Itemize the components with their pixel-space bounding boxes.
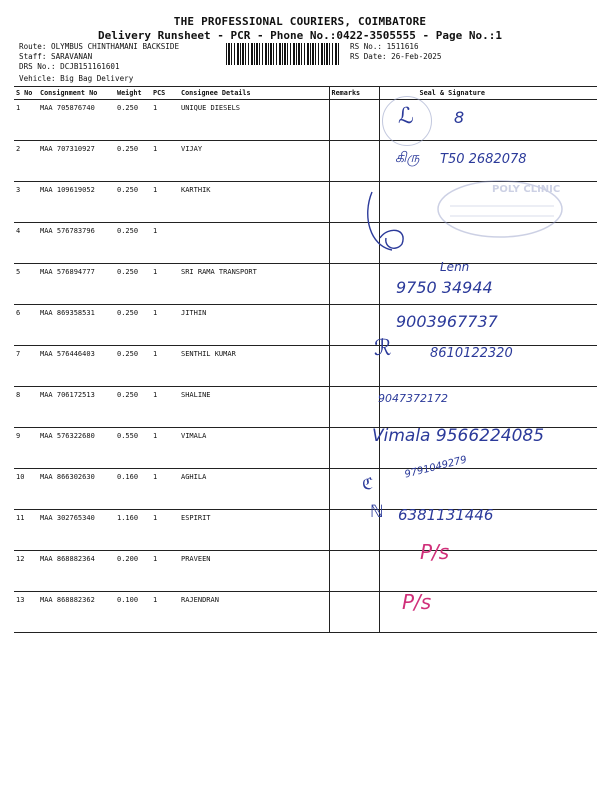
cell-consignment-no: MAA 576446403 (38, 346, 115, 387)
cell-weight: 0.250 (115, 223, 151, 264)
signature-2-mark: கிரு (395, 150, 420, 166)
col-pcs: PCS (151, 87, 179, 100)
cell-pcs: 1 (151, 182, 179, 223)
cell-remarks (329, 141, 379, 182)
cell-pcs: 1 (151, 264, 179, 305)
cell-pcs: 1 (151, 100, 179, 141)
cell-sno: 8 (14, 387, 38, 428)
cell-weight: 0.250 (115, 305, 151, 346)
cell-consignee: VIMALA (179, 428, 329, 469)
cell-consignment-no: MAA 576894777 (38, 264, 115, 305)
cell-consignment-no: MAA 868882364 (38, 551, 115, 592)
col-consignment: Consignment No (38, 87, 115, 100)
cell-consignee: SENTHIL KUMAR (179, 346, 329, 387)
barcode (226, 43, 340, 65)
cell-weight: 0.550 (115, 428, 151, 469)
cell-consignee: SRI RAMA TRANSPORT (179, 264, 329, 305)
signature-11-mark: ℕ (370, 502, 384, 522)
cell-pcs: 1 (151, 551, 179, 592)
cell-consignee: JITHIN (179, 305, 329, 346)
cell-remarks (329, 100, 379, 141)
cell-pcs: 1 (151, 223, 179, 264)
signature-9-number: Vimala 9566224085 (372, 426, 545, 446)
cell-consignee: KARTHIK (179, 182, 329, 223)
cell-sno: 5 (14, 264, 38, 305)
cell-pcs: 1 (151, 346, 179, 387)
table-row (14, 100, 597, 141)
col-remarks: Remarks (329, 87, 379, 100)
staff-line: Staff: SARAVANAN (19, 52, 93, 61)
col-sno: S No (14, 87, 38, 100)
vehicle-line: Vehicle: Big Bag Delivery (19, 74, 134, 83)
table-row (14, 592, 597, 633)
table-row (14, 264, 597, 305)
cell-pcs: 1 (151, 510, 179, 551)
cell-weight: 0.250 (115, 182, 151, 223)
cell-sno: 2 (14, 141, 38, 182)
cell-consignment-no: MAA 705876740 (38, 100, 115, 141)
route-info (19, 42, 179, 72)
clinic-stamp-text: POLY CLINIC (492, 184, 561, 195)
cell-weight: 0.100 (115, 592, 151, 633)
cell-weight: 1.160 (115, 510, 151, 551)
cell-remarks (329, 346, 379, 387)
rs-date: RS Date: 26-Feb-2025 (350, 52, 442, 61)
cell-sno: 7 (14, 346, 38, 387)
table-row (14, 510, 597, 551)
cell-pcs: 1 (151, 428, 179, 469)
signature-7-number: 8610122320 (430, 346, 513, 361)
rs-info (350, 42, 441, 62)
document-title: THE PROFESSIONAL COURIERS, COIMBATORE (173, 15, 427, 28)
cell-consignee: RAJENDRAN (179, 592, 329, 633)
cell-pcs: 1 (151, 305, 179, 346)
cell-weight: 0.250 (115, 387, 151, 428)
cell-consignment-no: MAA 302765340 (38, 510, 115, 551)
signature-8-number: 9047372172 (378, 392, 448, 405)
signature-12-mark: P/s (420, 540, 450, 564)
cell-weight: 0.250 (115, 100, 151, 141)
cell-pcs: 1 (151, 141, 179, 182)
cell-consignee (179, 223, 329, 264)
table-row (14, 551, 597, 592)
cell-weight: 0.250 (115, 141, 151, 182)
signature-1-extra: 8 (454, 108, 465, 127)
cell-remarks (329, 551, 379, 592)
signature-1-mark: ℒ (398, 104, 414, 129)
col-consignee: Consignee Details (179, 87, 329, 100)
cell-sno: 6 (14, 305, 38, 346)
signature-10-mark: ℭ (362, 474, 374, 493)
table-row (14, 305, 597, 346)
cell-pcs: 1 (151, 469, 179, 510)
cell-weight: 0.250 (115, 346, 151, 387)
cell-consignee: AGHILA (179, 469, 329, 510)
cell-consignee: SHALINE (179, 387, 329, 428)
col-weight: Weight (115, 87, 151, 100)
route-line: Route: OLYMBUS CHINTHAMANI BACKSIDE (19, 42, 180, 51)
cell-pcs: 1 (151, 387, 179, 428)
document-subtitle: Delivery Runsheet - PCR - Phone No.:0422-3505555 - Page No.:1 (98, 29, 502, 42)
col-signature: Seal & Signature (379, 87, 597, 100)
cell-remarks (329, 264, 379, 305)
cell-remarks (329, 305, 379, 346)
cell-sno: 1 (14, 100, 38, 141)
cell-remarks (329, 387, 379, 428)
cell-sno: 11 (14, 510, 38, 551)
cell-consignment-no: MAA 576322680 (38, 428, 115, 469)
cell-consignment-no: MAA 576783796 (38, 223, 115, 264)
cell-consignee: VIJAY (179, 141, 329, 182)
cell-consignment-no: MAA 109619052 (38, 182, 115, 223)
cell-sno: 10 (14, 469, 38, 510)
rs-number: RS No.: 1511616 (350, 42, 419, 51)
signature-5-number: 9750 34944 (396, 278, 493, 297)
cell-signature (379, 551, 597, 592)
cell-pcs: 1 (151, 592, 179, 633)
cell-consignee: UNIQUE DIESELS (179, 100, 329, 141)
signature-3-4-scrawl (362, 186, 434, 258)
cell-consignment-no: MAA 707310927 (38, 141, 115, 182)
table-header-row (14, 87, 597, 100)
signature-2-number: T50 2682078 (440, 152, 527, 167)
signature-6-number: 9003967737 (396, 312, 498, 331)
signature-5-mark: Lenn (440, 260, 470, 274)
cell-weight: 0.160 (115, 469, 151, 510)
signature-13-mark: P/s (402, 590, 432, 614)
cell-sno: 13 (14, 592, 38, 633)
table-row (14, 469, 597, 510)
cell-consignment-no: MAA 869358531 (38, 305, 115, 346)
signature-11-number: 6381131446 (398, 506, 494, 524)
clinic-stamp (436, 178, 564, 240)
cell-consignee: PRAVEEN (179, 551, 329, 592)
cell-remarks (329, 592, 379, 633)
cell-weight: 0.200 (115, 551, 151, 592)
table-row (14, 387, 597, 428)
drs-line: DRS No.: DCJB151161601 (19, 62, 120, 71)
signature-7-mark: ℛ (374, 336, 392, 361)
cell-weight: 0.250 (115, 264, 151, 305)
cell-sno: 3 (14, 182, 38, 223)
cell-sno: 4 (14, 223, 38, 264)
cell-consignee: ESPIRIT (179, 510, 329, 551)
cell-sno: 9 (14, 428, 38, 469)
cell-consignment-no: MAA 868882362 (38, 592, 115, 633)
cell-consignment-no: MAA 866302630 (38, 469, 115, 510)
signature-10-number: 9791049279 (403, 454, 469, 481)
cell-consignment-no: MAA 706172513 (38, 387, 115, 428)
cell-sno: 12 (14, 551, 38, 592)
